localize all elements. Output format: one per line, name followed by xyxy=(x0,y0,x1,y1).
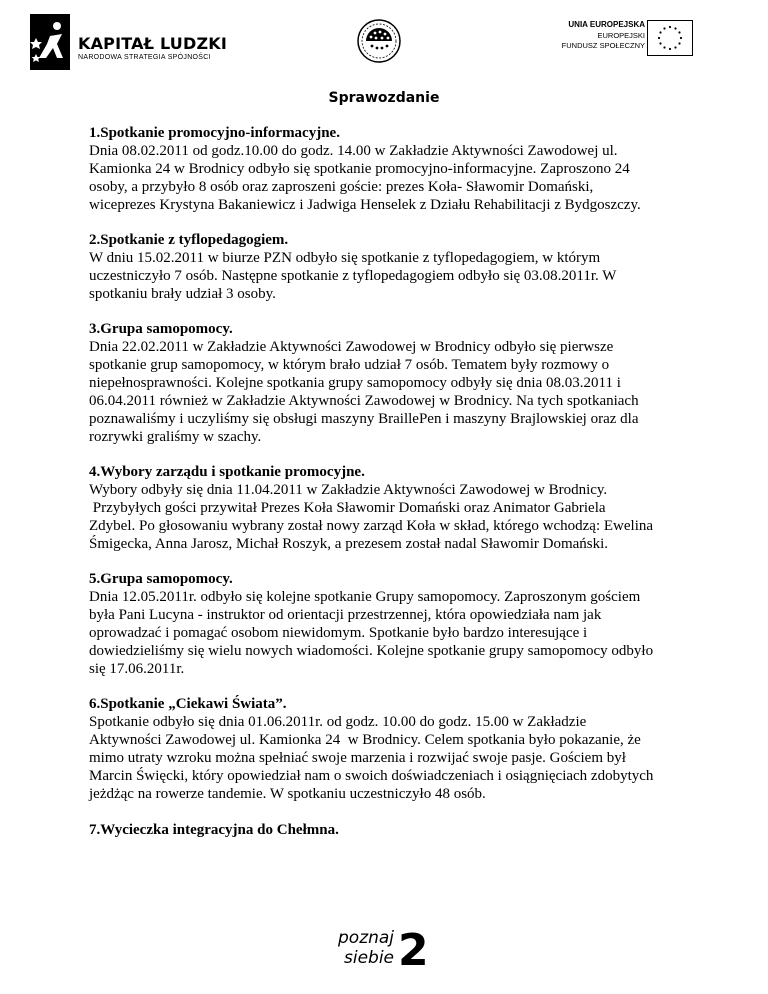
paragraph-line: mimo utraty wzroku można spełniać swoje marzenia i rozwijać swoje pasje. Gościem był xyxy=(89,750,626,766)
section-heading: 5.Grupa samopomocy. xyxy=(89,571,233,587)
kapital-ludzki-logo xyxy=(30,14,240,70)
section-paragraph xyxy=(89,588,689,678)
section-heading: 3.Grupa samopomocy. xyxy=(89,321,233,337)
paragraph-line: rozrywki graliśmy w szachy. xyxy=(89,429,262,445)
paragraph-line: Dnia 22.02.2011 w Zakładzie Aktywności Zawodowej w Brodnicy odbyło się pierwsze xyxy=(89,339,614,355)
eu-flag-icon xyxy=(647,20,693,56)
paragraph-line: W dniu 15.02.2011 w biurze PZN odbyło się spotkanie z tyflopedagogiem, w którym xyxy=(89,250,601,266)
paragraph-line: poznawaliśmy i uczyliśmy się obsługi maszyny BraillePen i maszyny Brajlowskiej oraz dla xyxy=(89,411,639,427)
paragraph-line: się 17.06.2011r. xyxy=(89,661,185,677)
paragraph-line: Zdybel. Po głosowaniu wybrany został nowy zarząd Koła w skład, którego wchodzą: Ewelina xyxy=(89,518,654,534)
paragraph-line: niepełnosprawności. Kolejne spotkania grupy samopomocy odbyły się dnia 08.03.2011 i xyxy=(89,375,621,391)
section-paragraph xyxy=(89,142,689,214)
paragraph-line: spotkanie grup samopomocy, w którym brało udział 7 osób. Tematem były rozmowy o xyxy=(89,357,610,373)
kapital-ludzki-subtitle: NARODOWA STRATEGIA SPÓJNOŚCI xyxy=(78,54,211,61)
logo-number: 2 xyxy=(398,925,429,976)
section-paragraph xyxy=(89,481,689,553)
eu-line-3: FUNDUSZ SPOŁECZNY xyxy=(561,41,645,50)
kapital-ludzki-emblem-icon xyxy=(30,14,70,70)
eu-logo-text xyxy=(562,20,645,52)
organization-emblem-icon xyxy=(356,18,402,64)
paragraph-line: wiceprezes Krystyna Bakaniewicz i Jadwiga Henselek z Działu Rehabilitacji z Bydgoszczy. xyxy=(89,197,641,213)
eu-line-2: EUROPEJSKI xyxy=(597,30,645,40)
paragraph-line: osoby, a przybyło 8 osób oraz zaproszeni goście: prezes Koła- Sławomir Domański, xyxy=(89,179,594,195)
paragraph-line: Spotkanie odbyło się dnia 01.06.2011r. od godz. 10.00 do godz. 15.00 w Zakładzie xyxy=(89,714,587,730)
eu-logo xyxy=(533,18,733,70)
logo-word-poznaj: poznaj xyxy=(338,928,395,948)
section-heading: 1.Spotkanie promocyjno-informacyjne. xyxy=(89,125,340,141)
logo-word-siebie: siebie xyxy=(344,948,395,968)
paragraph-line: Marcin Święcki, który opowiedział nam o swoich doświadczeniach i osiągnięciach zdobytych xyxy=(89,768,654,784)
paragraph-line: Dnia 08.02.2011 od godz.10.00 do godz. 14.00 w Zakładzie Aktywności Zawodowej ul. xyxy=(89,143,618,159)
section-heading: 7.Wycieczka integracyjna do Chełmna. xyxy=(89,822,339,838)
paragraph-line: Śmigecka, Anna Jarosz, Michał Roszyk, a prezesem został nadal Sławomir Domański. xyxy=(89,536,609,552)
paragraph-line: Kamionka 24 w Brodnicy odbyło się spotkanie promocyjno-informacyjne. Zaproszono 24 xyxy=(89,161,630,177)
paragraph-line: Wybory odbyły się dnia 11.04.2011 w Zakładzie Aktywności Zawodowej w Brodnicy. xyxy=(89,482,608,498)
paragraph-line: uczestniczyło 7 osób. Następne spotkanie z tyflopedagogiem odbyło się 03.08.2011r. W xyxy=(89,268,617,284)
paragraph-line: Dnia 12.05.2011r. odbyło się kolejne spotkanie Grupy samopomocy. Zaproszonym gościem xyxy=(89,589,641,605)
eu-line-1: UNIA EUROPEJSKA xyxy=(568,20,645,29)
kapital-ludzki-title: KAPITAŁ LUDZKI xyxy=(78,34,228,53)
section-paragraph xyxy=(89,713,689,803)
paragraph-line: 06.04.2011 również w Zakładzie Aktywności Zawodowej w Brodnicy. Na tych spotkaniach xyxy=(89,393,639,409)
poznaj-siebie-logo xyxy=(338,925,432,978)
document-title: Sprawozdanie xyxy=(328,90,440,106)
paragraph-line: oprowadzać i pomagać osobom niewidomym. Spotkanie było bardzo interesujące i xyxy=(89,625,588,641)
section-paragraph xyxy=(89,249,689,303)
paragraph-line: jeżdżąc na rowerze tandemie. W spotkaniu uczestniczyło 48 osób. xyxy=(89,786,486,802)
section-paragraph xyxy=(89,338,689,446)
paragraph-line: Przybyłych gości przywitał Prezes Koła Sławomir Domański oraz Animator Gabriela xyxy=(89,500,606,516)
section-heading: 2.Spotkanie z tyflopedagogiem. xyxy=(89,232,289,248)
paragraph-line: była Pani Lucyna - instruktor od orientacji przestrzennej, która opowiedziała nam jak xyxy=(89,607,602,623)
section-heading: 4.Wybory zarządu i spotkanie promocyjne. xyxy=(89,464,365,480)
paragraph-line: Aktywności Zawodowej ul. Kamionka 24 w Brodnicy. Celem spotkania było pokazanie, że xyxy=(89,732,641,748)
paragraph-line: dowiedzieliśmy się wielu nowych wiadomości. Kolejne spotkanie grupy samopomocy odbyło xyxy=(89,643,654,659)
section-heading: 6.Spotkanie „Ciekawi Świata”. xyxy=(89,696,287,712)
paragraph-line: spotkaniu brały udział 3 osoby. xyxy=(89,286,276,302)
document-body xyxy=(89,124,689,839)
